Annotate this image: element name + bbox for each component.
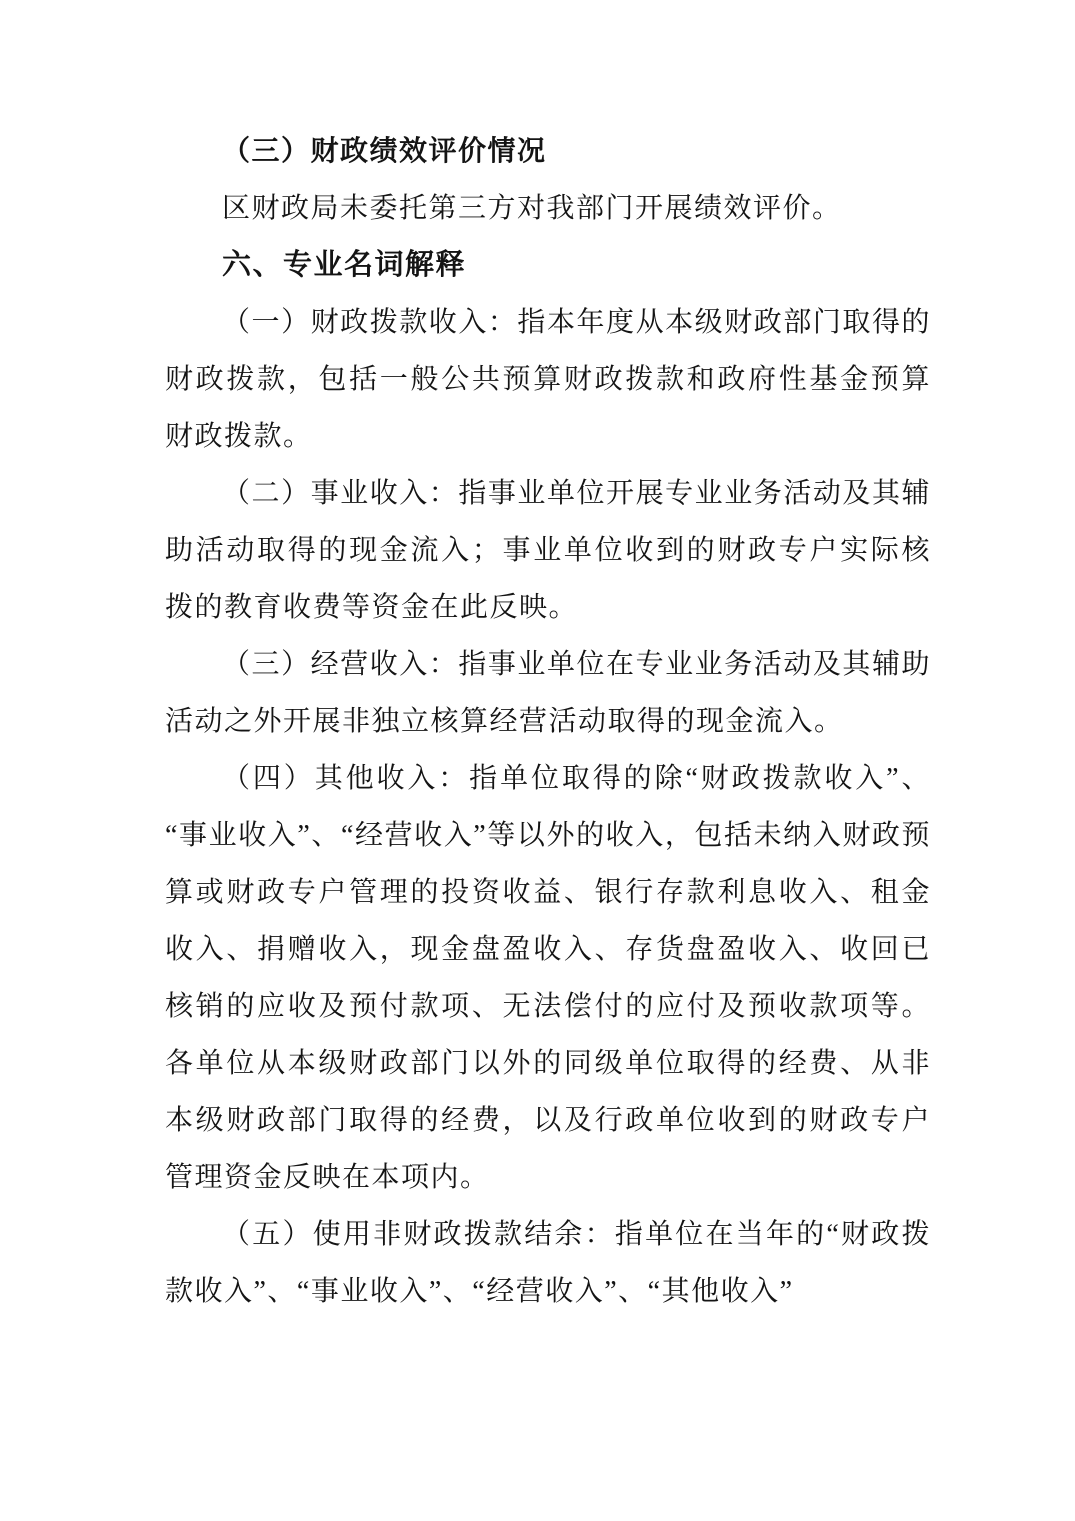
- paragraph-term-operating-income: （三）经营收入：指事业单位在专业业务活动及其辅助活动之外开展非独立核算经营活动取得的现金流入。: [165, 649, 931, 737]
- paragraph-term-other-income: （四）其他收入：指单位取得的除“财政拨款收入”、“事业收入”、“经营收入”等以外的收入，包括未纳入财政预算或财政专户管理的投资收益、银行存款利息收入、租金收入、捐赠收入，现金盘盈收入、存货盘盈收入、收回已核销的应收及预付款项、无法偿付的应付及预收款项等。各单位从本级财政部门以外的同级单位取得的经费、从非本级财政部门取得的经费，以及行政单位收到的财政专户管理资金反映在本项内。: [165, 763, 931, 1193]
- paragraph-term-business-income: （二）事业收入：指事业单位开展专业业务活动及其辅助活动取得的现金流入；事业单位收到的财政专户实际核拨的教育收费等资金在此反映。: [165, 478, 931, 623]
- paragraph-term-non-fiscal-appropriation-balance: （五）使用非财政拨款结余：指单位在当年的“财政拨款收入”、“事业收入”、“经营收入”、“其他收入”: [165, 1219, 931, 1307]
- section-heading-terminology: 六、专业名词解释: [222, 249, 467, 281]
- paragraph-term-fiscal-appropriation-income: （一）财政拨款收入：指本年度从本级财政部门取得的财政拨款，包括一般公共预算财政拨款和政府性基金预算财政拨款。: [165, 307, 931, 452]
- paragraph-performance-evaluation-statement: 区财政局未委托第三方对我部门开展绩效评价。: [222, 193, 842, 224]
- subsection-heading-fiscal-performance-evaluation: （三）财政绩效评价情况: [222, 136, 547, 167]
